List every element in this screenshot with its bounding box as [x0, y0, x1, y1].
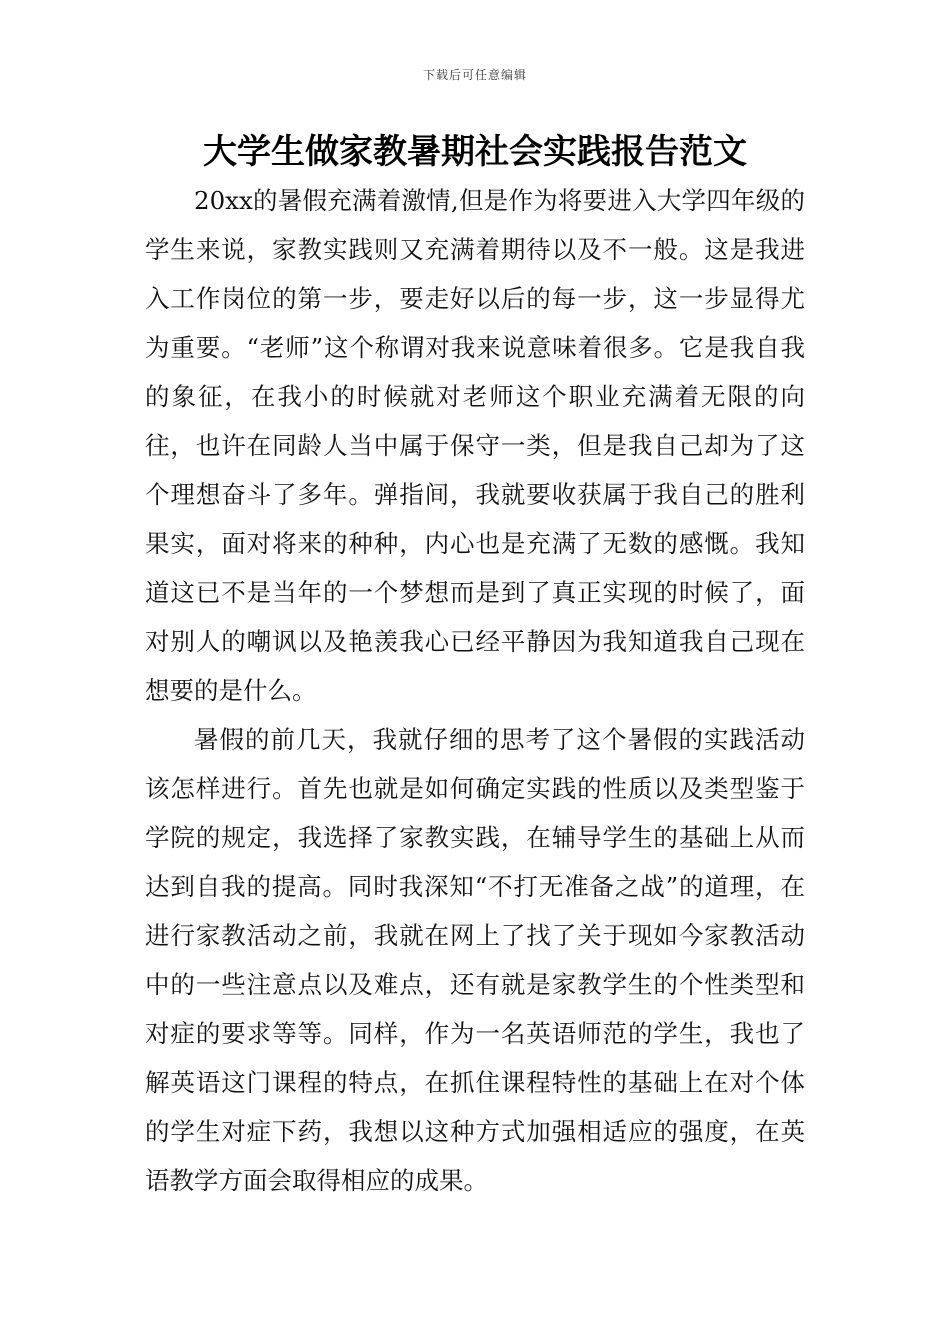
document-title: 大学生做家教暑期社会实践报告范文 [203, 132, 747, 172]
header-note: 下载后可任意编辑 [422, 68, 527, 82]
document-body [145, 176, 805, 1205]
paragraph-1: 20xx的暑假充满着激情,但是作为将要进入大学四年级的学生来说，家教实践则又充满着期待以及不一般。这是我进入工作岗位的第一步，要走好以后的每一步，这一步显得尤为重要。“老师”这个称谓对我来说意味着很多。它是我自我的象征，在我小的时候就对老师这个职业充满着无限的向往，也许在同龄人当中属于保守一类，但是我自己却为了这个理想奋斗了多年。弹指间，我就要收获属于我自己的胜利果实，面对将来的种种，内心也是充满了无数的感慨。我知道这已不是当年的一个梦想而是到了真正实现的时候了，面对别人的嘲讽以及艳羡我心已经平静因为我知道我自己现在想要的是什么。 [145, 186, 805, 705]
paragraph-2: 暑假的前几天，我就仔细的思考了这个暑假的实践活动该怎样进行。首先也就是如何确定实践的性质以及类型鉴于学院的规定，我选择了家教实践，在辅导学生的基础上从而达到自我的提高。同时我深知“不打无准备之战”的道理，在进行家教活动之前，我就在网上了找了关于现如今家教活动中的一些注意点以及难点，还有就是家教学生的个性类型和对症的要求等等。同样，作为一名英语师范的学生，我也了解英语这门课程的特点，在抓住课程特性的基础上在对个体的学生对症下药，我想以这种方式加强相适应的强度，在英语教学方面会取得相应的成果。 [145, 725, 805, 1195]
